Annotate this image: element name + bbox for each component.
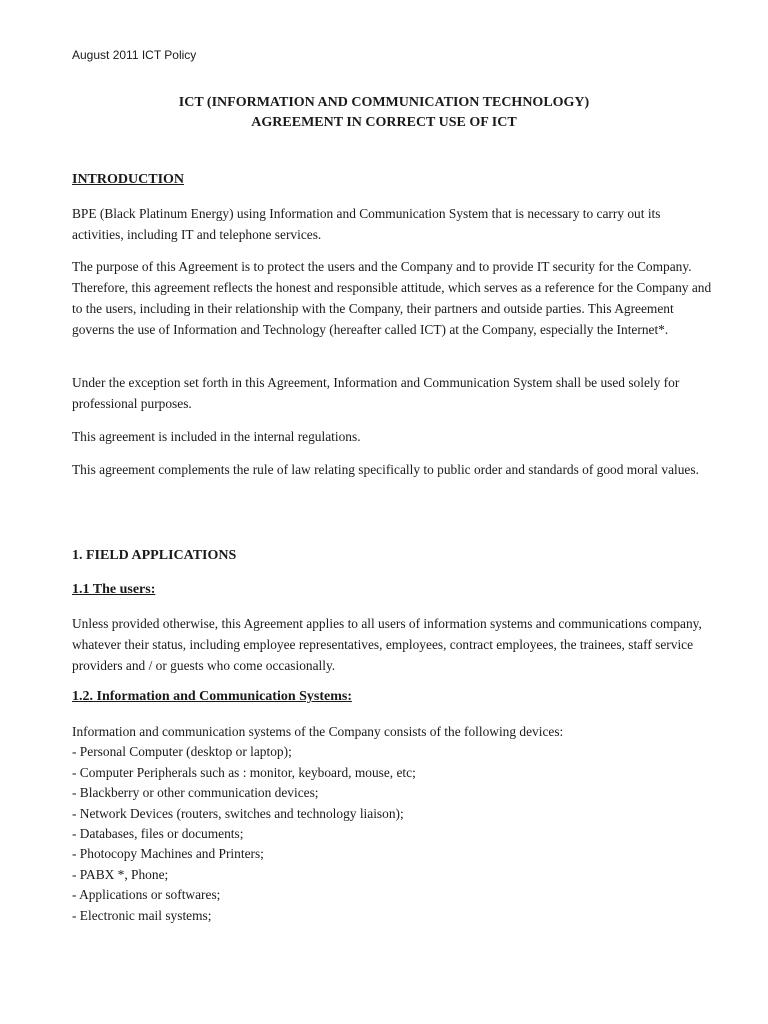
document-title-line-1: ICT (INFORMATION AND COMMUNICATION TECHNOLOGY) — [178, 95, 590, 110]
section-1-2-list — [72, 722, 712, 926]
list-item: - Computer Peripherals such as : monitor, keyboard, mouse, etc; — [72, 764, 416, 780]
section-1-2-heading: 1.2. Information and Communication Systems: — [72, 689, 353, 704]
list-item: - Personal Computer (desktop or laptop); — [72, 744, 292, 760]
document-header-note: August 2011 ICT Policy — [72, 48, 197, 62]
introduction-paragraph-3: Under the exception set forth in this Agreement, Information and Communication System shall be used solely for professional purposes. — [72, 375, 680, 411]
list-item: - Databases, files or documents; — [72, 826, 244, 842]
list-item: - Photocopy Machines and Printers; — [72, 846, 264, 862]
document-title-line-2: AGREEMENT IN CORRECT USE OF ICT — [251, 115, 517, 130]
list-item: - Applications or softwares; — [72, 887, 221, 903]
section-1-2-intro: Information and communication systems of the Company consists of the following devices: — [72, 724, 564, 739]
introduction-heading: INTRODUCTION — [72, 172, 185, 187]
list-item: - Network Devices (routers, switches and technology liaison); — [72, 805, 404, 821]
introduction-paragraph-5: This agreement complements the rule of law relating specifically to public order and standards of good moral values. — [72, 462, 699, 477]
introduction-paragraph-1: BPE (Black Platinum Energy) using Information and Communication System that is necessary to carry out its activities, including IT and telephone services. — [72, 206, 661, 242]
introduction-paragraph-2: The purpose of this Agreement is to protect the users and the Company and to provide IT security for the Company. Therefore, this agreement reflects the honest and responsible attitude, which serves as a reference for the Company and to the users, including in their relationship with the Company, their partners and outside parties. This Agreement governs the use of Information and Technology (hereafter called ICT) at the Company, especially the Internet*. — [72, 259, 712, 337]
section-1-heading: 1. FIELD APPLICATIONS — [72, 548, 237, 563]
section-1-1-heading: 1.1 The users: — [72, 582, 156, 597]
section-1-1-paragraph: Unless provided otherwise, this Agreement applies to all users of information systems and communications company, whatever their status, including employee representatives, employees, contract employees, the trainees, staff service providers and / or guests who come occasionally. — [72, 616, 702, 673]
list-item: - Electronic mail systems; — [72, 907, 212, 923]
introduction-paragraph-4: This agreement is included in the internal regulations. — [72, 429, 361, 444]
list-item: - PABX *, Phone; — [72, 866, 169, 882]
list-item: - Blackberry or other communication devices; — [72, 785, 319, 801]
